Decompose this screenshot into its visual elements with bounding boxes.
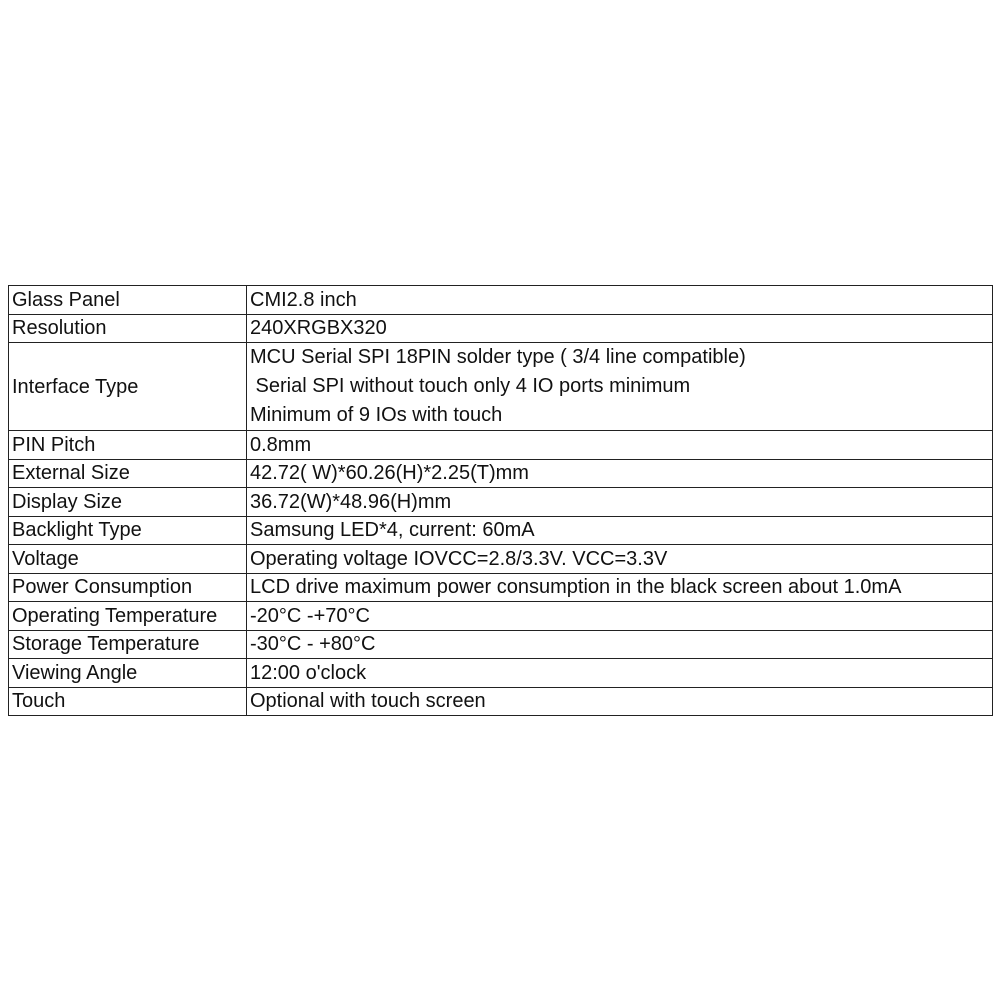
table-row — [9, 630, 993, 659]
spec-label-cell: Operating Temperature — [9, 602, 247, 631]
spec-value-cell — [247, 459, 993, 488]
spec-value-cell — [247, 488, 993, 517]
spec-value-line: 36.72(W)*48.96(H)mm — [250, 490, 452, 513]
spec-value-line: 12:00 o'clock — [250, 661, 367, 684]
spec-value-cell — [247, 687, 993, 716]
spec-value-line: -30°C - +80°C — [250, 633, 376, 656]
table-row — [9, 431, 993, 460]
spec-label-cell: Storage Temperature — [9, 630, 247, 659]
spec-value-cell — [247, 516, 993, 545]
spec-label-cell: Glass Panel — [9, 286, 247, 315]
table-row — [9, 602, 993, 631]
spec-value-line: Optional with touch screen — [250, 690, 486, 713]
spec-value-line: 0.8mm — [250, 433, 312, 456]
spec-value-line: MCU Serial SPI 18PIN solder type ( 3/4 line compatible) — [250, 346, 746, 368]
table-row — [9, 516, 993, 545]
spec-value-line: 240XRGBX320 — [250, 317, 387, 340]
spec-label-cell: Viewing Angle — [9, 659, 247, 688]
spec-label-cell: Touch — [9, 687, 247, 716]
spec-label-cell: Display Size — [9, 488, 247, 517]
spec-label-cell: Voltage — [9, 545, 247, 574]
spec-label-cell: PIN Pitch — [9, 431, 247, 460]
spec-value-line: Serial SPI without touch only 4 IO ports minimum — [250, 375, 691, 397]
table-row — [9, 286, 993, 315]
spec-value-line: Samsung LED*4, current: 60mA — [250, 519, 535, 542]
spec-value-line: Operating voltage IOVCC=2.8/3.3V. VCC=3.3V — [250, 547, 668, 570]
spec-value-line: -20°C -+70°C — [250, 604, 370, 627]
spec-label-cell: External Size — [9, 459, 247, 488]
spec-value-cell — [247, 286, 993, 315]
spec-value-cell — [247, 314, 993, 343]
table-row — [9, 573, 993, 602]
spec-value-cell — [247, 602, 993, 631]
spec-value-cell — [247, 573, 993, 602]
spec-value-line: LCD drive maximum power consumption in the black screen about 1.0mA — [250, 576, 902, 599]
spec-value-cell — [247, 431, 993, 460]
spec-value-line: 42.72( W)*60.26(H)*2.25(T)mm — [250, 462, 529, 485]
spec-value-cell — [247, 545, 993, 574]
spec-label-cell: Resolution — [9, 314, 247, 343]
spec-value-line: CMI2.8 inch — [250, 288, 357, 311]
table-row — [9, 459, 993, 488]
table-row — [9, 545, 993, 574]
spec-label-cell: Power Consumption — [9, 573, 247, 602]
table-row — [9, 343, 993, 431]
spec-value-cell — [247, 630, 993, 659]
table-row — [9, 488, 993, 517]
table-row — [9, 314, 993, 343]
spec-value-line: Minimum of 9 IOs with touch — [250, 404, 503, 426]
table-row — [9, 687, 993, 716]
spec-value-cell — [247, 343, 993, 431]
spec-table — [8, 285, 993, 716]
spec-label-cell: Backlight Type — [9, 516, 247, 545]
spec-label-cell: Interface Type — [9, 343, 247, 431]
spec-value-cell — [247, 659, 993, 688]
spec-table-body — [9, 286, 993, 716]
table-row — [9, 659, 993, 688]
